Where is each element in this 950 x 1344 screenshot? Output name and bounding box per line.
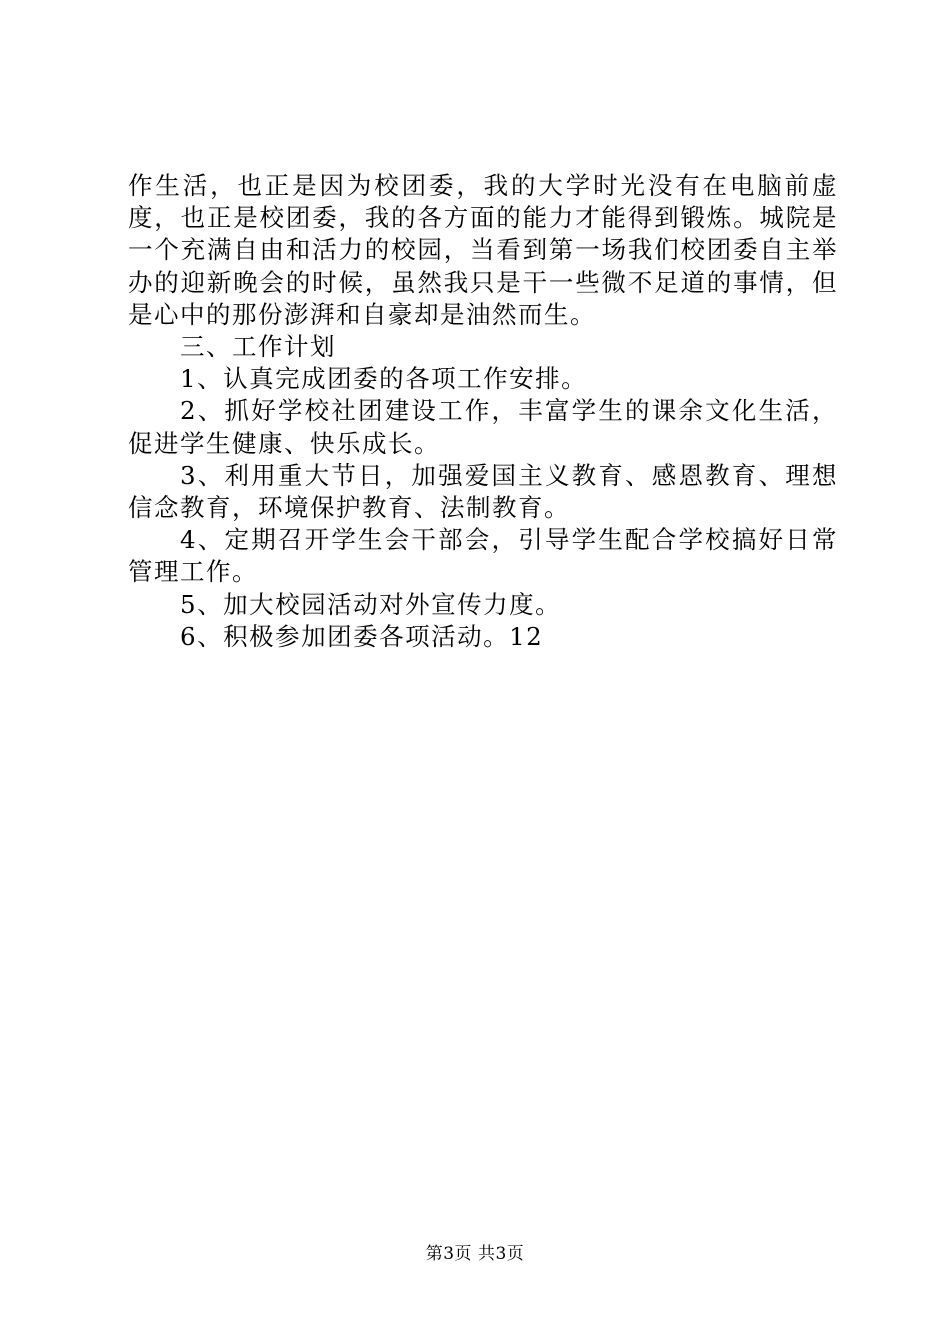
- paragraph-continuation: 作生活，也正是因为校团委，我的大学时光没有在电脑前虚度，也正是校团委，我的各方面的能力才能得到锻炼。城院是一个充满自由和活力的校园，当看到第一场我们校团委自主举办的迎新晚会的时候，虽然我只是干一些微不足道的事情，但是心中的那份澎湃和自豪却是油然而生。: [128, 171, 838, 329]
- plan-item-6: 6、积极参加团委各项活动。12: [180, 621, 544, 651]
- plan-item-4: 4、定期召开学生会干部会，引导学生配合学校搞好日常管理工作。: [128, 525, 838, 587]
- document-body: [128, 170, 838, 653]
- section-heading-work-plan: 三、工作计划: [180, 332, 336, 362]
- plan-item-5: 5、加大校园活动对外宣传力度。: [180, 589, 562, 619]
- plan-item-3: 3、利用重大节日，加强爱国主义教育、感恩教育、理想信念教育，环境保护教育、法制教育。: [128, 460, 838, 523]
- page-footer: 第3页 共3页: [425, 1244, 525, 1264]
- plan-item-2: 2、抓好学校社团建设工作，丰富学生的课余文化生活，促进学生健康、快乐成长。: [128, 396, 838, 458]
- plan-item-1: 1、认真完成团委的各项工作安排。: [180, 364, 588, 394]
